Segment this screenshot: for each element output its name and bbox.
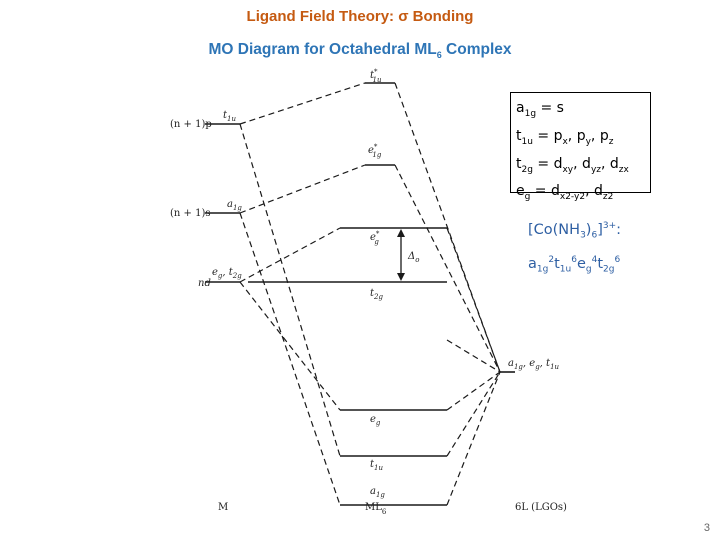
- mo-label-t1u-star: t* 1u: [370, 68, 382, 84]
- ligand-label: $a_{1g}$, $e_g$, $t_{1u}$: [508, 358, 560, 371]
- metal-label-d: nd: [198, 278, 211, 289]
- conn-t1u-lig: [447, 372, 500, 456]
- subtitle-subscript: 6: [436, 50, 442, 61]
- metal-sym-d: $e_g$, $t_{2g}$: [212, 267, 242, 280]
- metal-label-s: (n + 1)s: [170, 208, 211, 219]
- mo-label-a1g: $a_{1g}$: [370, 486, 385, 499]
- bottom-label-metal: M: [218, 502, 229, 513]
- mo-label-eg: $e_g$: [370, 414, 381, 427]
- conn-p-t1u-star: [240, 83, 365, 124]
- conn-d-eg: [240, 282, 340, 410]
- subtitle-suffix: Complex: [441, 41, 512, 58]
- delta-o-arrow: [397, 229, 405, 281]
- metal-sym-s: $a_{1g}$: [227, 199, 242, 212]
- basis-legend-box: [510, 92, 651, 203]
- page-number: 3: [703, 522, 710, 534]
- conn-a1g-lig: [447, 372, 500, 505]
- basis-row-eg: $e_g = d_{x2-y2}$, $d_{z2}$: [516, 183, 614, 203]
- conn-s-a1g-star: [240, 165, 365, 213]
- slide-title: Ligand Field Theory: σ Bonding: [246, 8, 474, 25]
- conn-s-a1g: [240, 213, 340, 505]
- basis-row-t1u: $t_{1u} = p_x$, $p_y$, $p_z$: [516, 127, 614, 147]
- delta-o-label: $\Delta_o$: [408, 251, 420, 264]
- metal-label-p: (n + 1)p: [170, 119, 212, 130]
- metal-sym-p: $t_{1u}$: [223, 110, 236, 123]
- basis-row-a1g: $a_{1g} = s$: [516, 100, 564, 119]
- mo-label-t1u: $t_{1u}$: [370, 459, 383, 472]
- conn-p-t1u: [240, 124, 340, 456]
- mo-label-a1g-star: e* 1g: [368, 143, 382, 159]
- bottom-label-complex: $ML_6$: [365, 502, 387, 516]
- complex-formula: $[Co(NH_3)_6]^{3+}$:: [528, 221, 622, 241]
- subtitle-text: MO Diagram for Octahedral ML: [208, 41, 437, 58]
- electron-configuration: [528, 214, 621, 281]
- mo-label-eg-star: e* g: [370, 230, 380, 246]
- bottom-label-ligands: 6L (LGOs): [515, 502, 567, 513]
- basis-row-t2g: $t_{2g} = d_{xy}$, $d_{yz}$, $d_{zx}$: [516, 155, 629, 175]
- mo-label-t2g: $t_{2g}$: [370, 288, 383, 301]
- configuration-terms: $a_{1g}^2t_{1u}^6e_g^4t_{2g}^6$: [528, 254, 621, 275]
